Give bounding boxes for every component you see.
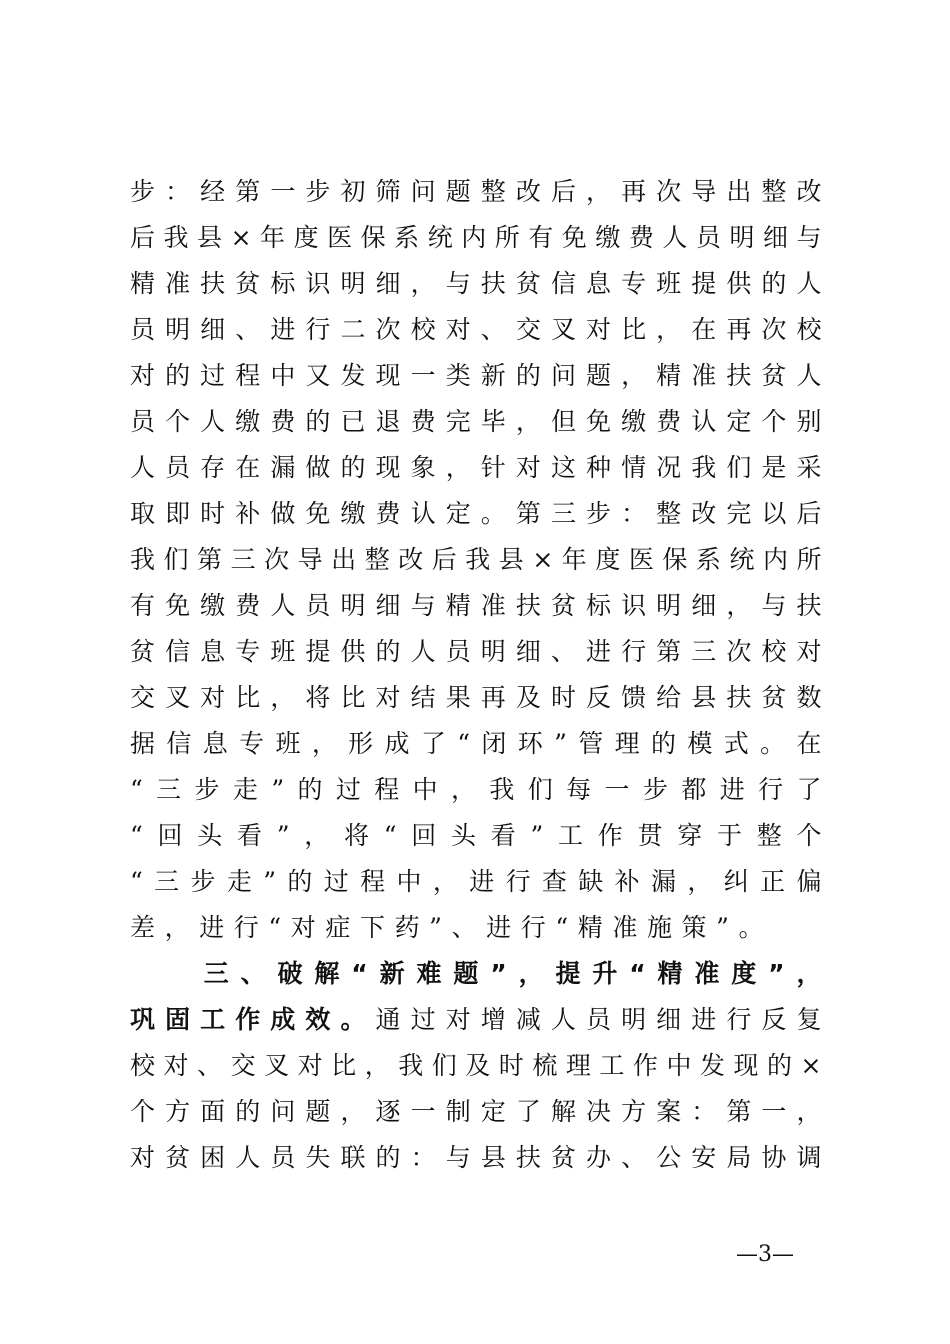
- body-text-line: 对贫困人员失联的：与县扶贫办、公安局协调: [130, 1143, 822, 1172]
- body-text-line: 员个人缴费的已退费完毕，但免缴费认定个别: [130, 407, 822, 436]
- body-text-span: 通过对增减人员明细进行反复: [375, 1005, 822, 1034]
- page-number: —3—: [736, 1242, 794, 1267]
- body-text-line: 交叉对比，将比对结果再及时反馈给县扶贫数: [130, 683, 822, 712]
- body-text-line: “回头看”，将“回头看”工作贯穿于整个: [130, 821, 822, 850]
- body-text-line: 后我县×年度医保系统内所有免缴费人员明细与: [130, 223, 822, 252]
- body-text-line: 贫信息专班提供的人员明细、进行第三次校对: [130, 637, 822, 666]
- body-text-line: 员明细、进行二次校对、交叉对比，在再次校: [130, 315, 822, 344]
- body-text-line: “三步走”的过程中，我们每一步都进行了: [130, 775, 822, 804]
- section-heading-continuation: [130, 1000, 822, 1040]
- section-heading-bold: 巩固工作成效。: [130, 1005, 376, 1034]
- body-text-line: 个方面的问题，逐一制定了解决方案：第一，: [130, 1097, 822, 1126]
- body-text-line: 精准扶贫标识明细，与扶贫信息专班提供的人: [130, 269, 822, 298]
- body-text-line: 校对、交叉对比，我们及时梳理工作中发现的×: [130, 1051, 822, 1080]
- body-text-line: 我们第三次导出整改后我县×年度医保系统内所: [130, 545, 822, 574]
- body-text-line: “三步走”的过程中，进行查缺补漏，纠正偏: [130, 867, 822, 896]
- body-text-line: 取即时补做免缴费认定。第三步：整改完以后: [130, 499, 822, 528]
- body-text-line: 差，进行“对症下药”、进行“精准施策”。: [130, 913, 774, 942]
- body-text-line: 步：经第一步初筛问题整改后，再次导出整改: [130, 177, 822, 206]
- body-text-line: 对的过程中又发现一类新的问题，精准扶贫人: [130, 361, 822, 390]
- body-text-line: 人员存在漏做的现象，针对这种情况我们是采: [130, 453, 822, 482]
- body-text-line: 有免缴费人员明细与精准扶贫标识明细，与扶: [130, 591, 822, 620]
- section-heading: 三、破解“新难题”，提升“精准度”，: [130, 959, 822, 988]
- body-text-line: 据信息专班，形成了“闭环”管理的模式。在: [130, 729, 822, 758]
